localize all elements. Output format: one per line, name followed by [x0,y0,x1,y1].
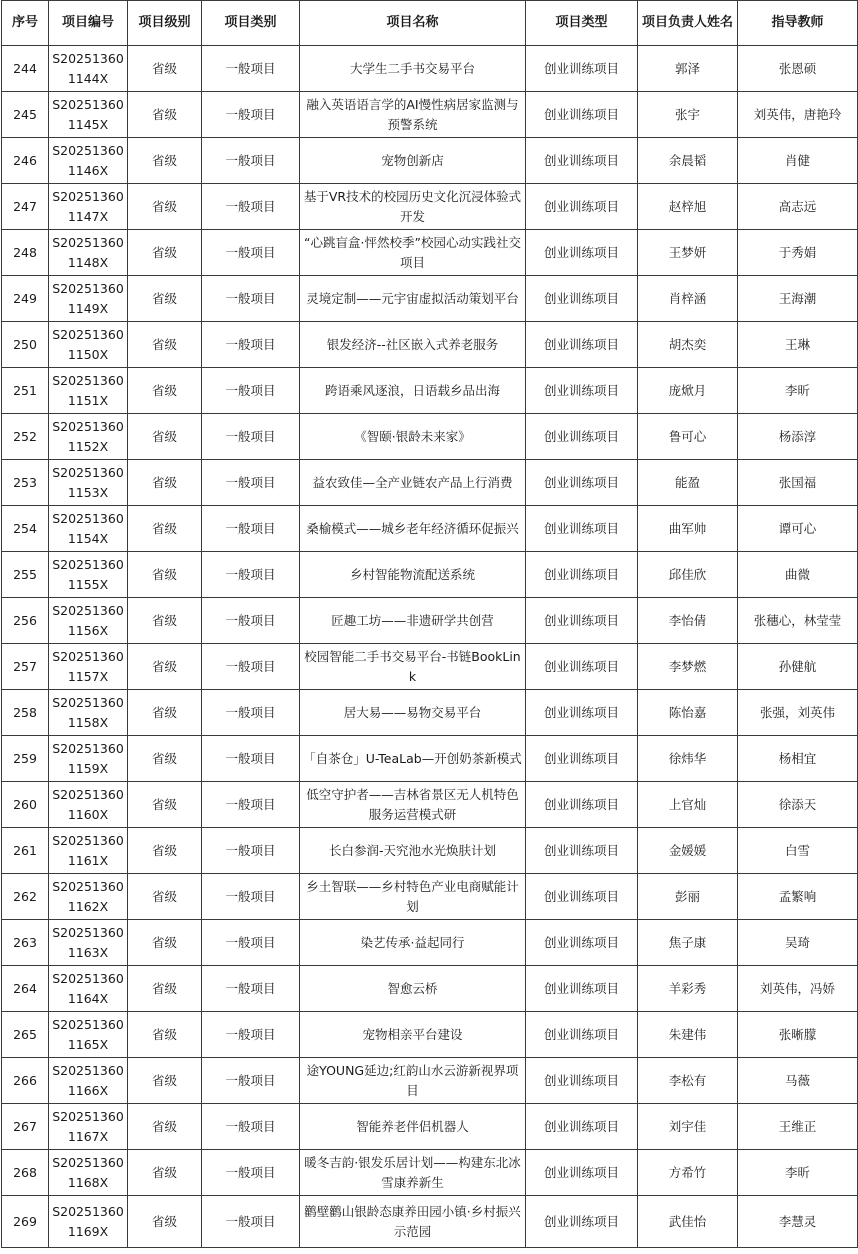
cell-seq: 259 [2,736,49,782]
table-row [2,46,858,92]
cell-project-name: 大学生二手书交易平台 [300,46,526,92]
cell-seq: 246 [2,138,49,184]
table-row [2,368,858,414]
cell-project-name: 融入英语语言学的AI慢性病居家监测与预警系统 [300,92,526,138]
cell-type: 创业训练项目 [526,1012,638,1058]
cell-type: 创业训练项目 [526,690,638,736]
cell-level: 省级 [128,782,202,828]
cell-category: 一般项目 [202,506,300,552]
col-header-advisor: 指导教师 [738,1,858,46]
cell-project-name: 智能养老伴侣机器人 [300,1104,526,1150]
table-row [2,552,858,598]
cell-project-name: 染艺传承·益起同行 [300,920,526,966]
cell-project-id: S202513601169X [49,1196,128,1248]
cell-leader: 羊彩秀 [638,966,738,1012]
table-row [2,966,858,1012]
cell-category: 一般项目 [202,598,300,644]
cell-project-id: S202513601144X [49,46,128,92]
cell-advisor: 孙健航 [738,644,858,690]
cell-type: 创业训练项目 [526,230,638,276]
cell-type: 创业训练项目 [526,920,638,966]
cell-type: 创业训练项目 [526,644,638,690]
col-header-type: 项目类型 [526,1,638,46]
cell-level: 省级 [128,414,202,460]
cell-leader: 胡杰奕 [638,322,738,368]
cell-advisor: 张恩硕 [738,46,858,92]
cell-level: 省级 [128,644,202,690]
cell-leader: 李怡倩 [638,598,738,644]
cell-category: 一般项目 [202,1196,300,1248]
cell-level: 省级 [128,46,202,92]
cell-project-name: 智愈云桥 [300,966,526,1012]
cell-leader: 王梦妍 [638,230,738,276]
col-header-level: 项目级别 [128,1,202,46]
cell-project-id: S202513601162X [49,874,128,920]
cell-type: 创业训练项目 [526,184,638,230]
cell-type: 创业训练项目 [526,1104,638,1150]
cell-type: 创业训练项目 [526,506,638,552]
cell-level: 省级 [128,276,202,322]
cell-leader: 武佳怡 [638,1196,738,1248]
cell-project-id: S202513601168X [49,1150,128,1196]
cell-leader: 方希竹 [638,1150,738,1196]
cell-type: 创业训练项目 [526,414,638,460]
cell-project-id: S202513601150X [49,322,128,368]
cell-category: 一般项目 [202,828,300,874]
cell-category: 一般项目 [202,552,300,598]
cell-project-id: S202513601165X [49,1012,128,1058]
table-row [2,184,858,230]
cell-project-name: 居大易——易物交易平台 [300,690,526,736]
cell-type: 创业训练项目 [526,1196,638,1248]
cell-level: 省级 [128,1150,202,1196]
table-row [2,460,858,506]
cell-project-id: S202513601148X [49,230,128,276]
table-row [2,138,858,184]
cell-seq: 267 [2,1104,49,1150]
cell-advisor: 马薇 [738,1058,858,1104]
cell-level: 省级 [128,966,202,1012]
cell-seq: 253 [2,460,49,506]
cell-seq: 269 [2,1196,49,1248]
cell-advisor: 王维正 [738,1104,858,1150]
cell-seq: 244 [2,46,49,92]
cell-project-name: 益农致佳—全产业链农产品上行消费 [300,460,526,506]
cell-type: 创业训练项目 [526,1150,638,1196]
cell-advisor: 肖健 [738,138,858,184]
cell-leader: 邱佳欣 [638,552,738,598]
cell-seq: 252 [2,414,49,460]
cell-project-name: 宠物相亲平台建设 [300,1012,526,1058]
cell-project-name: 基于VR技术的校园历史文化沉浸体验式开发 [300,184,526,230]
cell-category: 一般项目 [202,1104,300,1150]
cell-seq: 255 [2,552,49,598]
cell-level: 省级 [128,736,202,782]
table-row [2,874,858,920]
cell-advisor: 高志远 [738,184,858,230]
cell-seq: 251 [2,368,49,414]
cell-project-name: 暖冬吉韵·银发乐居计划——构建东北冰雪康养新生 [300,1150,526,1196]
cell-level: 省级 [128,92,202,138]
cell-leader: 余晨韬 [638,138,738,184]
cell-leader: 张宇 [638,92,738,138]
cell-type: 创业训练项目 [526,460,638,506]
table-row [2,92,858,138]
cell-advisor: 李慧灵 [738,1196,858,1248]
table-row [2,598,858,644]
table-row [2,1012,858,1058]
cell-level: 省级 [128,184,202,230]
cell-project-name: 跨语乘风逐浪，日语载乡品出海 [300,368,526,414]
cell-project-name: 校园智能二手书交易平台-书链BookLink [300,644,526,690]
cell-level: 省级 [128,598,202,644]
cell-seq: 247 [2,184,49,230]
cell-advisor: 徐添天 [738,782,858,828]
cell-level: 省级 [128,552,202,598]
cell-seq: 268 [2,1150,49,1196]
table-row [2,322,858,368]
cell-project-id: S202513601160X [49,782,128,828]
cell-category: 一般项目 [202,138,300,184]
cell-level: 省级 [128,322,202,368]
cell-level: 省级 [128,828,202,874]
cell-project-name: 低空守护者——吉林省景区无人机特色服务运营模式研 [300,782,526,828]
cell-seq: 245 [2,92,49,138]
cell-project-name: 乡村智能物流配送系统 [300,552,526,598]
cell-leader: 鲁可心 [638,414,738,460]
cell-advisor: 杨添淳 [738,414,858,460]
cell-leader: 能盈 [638,460,738,506]
cell-seq: 258 [2,690,49,736]
cell-project-id: S202513601154X [49,506,128,552]
cell-type: 创业训练项目 [526,874,638,920]
table-row [2,828,858,874]
cell-category: 一般项目 [202,368,300,414]
cell-type: 创业训练项目 [526,1058,638,1104]
cell-advisor: 张穗心，林莹莹 [738,598,858,644]
cell-level: 省级 [128,920,202,966]
cell-project-id: S202513601153X [49,460,128,506]
cell-level: 省级 [128,1196,202,1248]
table-row [2,1150,858,1196]
cell-level: 省级 [128,460,202,506]
header-row [2,1,858,46]
cell-advisor: 张强，刘英伟 [738,690,858,736]
cell-advisor: 谭可心 [738,506,858,552]
cell-level: 省级 [128,138,202,184]
cell-category: 一般项目 [202,460,300,506]
cell-project-name: 宠物创新店 [300,138,526,184]
table-row [2,414,858,460]
cell-project-id: S202513601152X [49,414,128,460]
cell-project-id: S202513601155X [49,552,128,598]
cell-type: 创业训练项目 [526,966,638,1012]
cell-category: 一般项目 [202,1012,300,1058]
table-row [2,506,858,552]
cell-leader: 陈怡嘉 [638,690,738,736]
cell-level: 省级 [128,874,202,920]
cell-advisor: 李昕 [738,368,858,414]
cell-leader: 曲军帅 [638,506,738,552]
cell-category: 一般项目 [202,1058,300,1104]
cell-advisor: 于秀娟 [738,230,858,276]
cell-seq: 265 [2,1012,49,1058]
cell-project-name: 乡土智联——乡村特色产业电商赋能计划 [300,874,526,920]
cell-category: 一般项目 [202,276,300,322]
cell-seq: 249 [2,276,49,322]
cell-category: 一般项目 [202,736,300,782]
cell-project-name: 鹳壁鹳山银龄态康养田园小镇·乡村振兴示范园 [300,1196,526,1248]
col-header-seq: 序号 [2,1,49,46]
cell-project-name: 长白参润-天究池水光焕肤计划 [300,828,526,874]
col-header-leader: 项目负责人姓名 [638,1,738,46]
cell-seq: 262 [2,874,49,920]
cell-category: 一般项目 [202,1150,300,1196]
cell-level: 省级 [128,368,202,414]
cell-type: 创业训练项目 [526,322,638,368]
cell-advisor: 李昕 [738,1150,858,1196]
cell-level: 省级 [128,1058,202,1104]
cell-project-name: 途YOUNG延边;红韵山水云游新视界项目 [300,1058,526,1104]
cell-project-id: S202513601156X [49,598,128,644]
cell-category: 一般项目 [202,92,300,138]
cell-advisor: 刘英伟，冯娇 [738,966,858,1012]
cell-project-id: S202513601157X [49,644,128,690]
cell-project-id: S202513601158X [49,690,128,736]
cell-project-name: 灵境定制——元宇宙虚拟活动策划平台 [300,276,526,322]
cell-leader: 刘宇佳 [638,1104,738,1150]
cell-type: 创业训练项目 [526,782,638,828]
cell-seq: 254 [2,506,49,552]
cell-advisor: 王琳 [738,322,858,368]
cell-advisor: 王海潮 [738,276,858,322]
col-header-id: 项目编号 [49,1,128,46]
cell-type: 创业训练项目 [526,368,638,414]
cell-category: 一般项目 [202,920,300,966]
cell-project-name: 桑榆模式——城乡老年经济循环促振兴 [300,506,526,552]
cell-seq: 256 [2,598,49,644]
cell-leader: 庞焮月 [638,368,738,414]
cell-advisor: 孟繁响 [738,874,858,920]
cell-project-id: S202513601161X [49,828,128,874]
col-header-category: 项目类别 [202,1,300,46]
cell-leader: 金媛媛 [638,828,738,874]
cell-level: 省级 [128,506,202,552]
cell-leader: 郭泽 [638,46,738,92]
table-row [2,1058,858,1104]
cell-advisor: 曲微 [738,552,858,598]
project-table [1,0,858,1248]
cell-project-name: 「自茶仓」U-TeaLab—开创奶茶新模式 [300,736,526,782]
cell-seq: 248 [2,230,49,276]
cell-type: 创业训练项目 [526,46,638,92]
cell-project-id: S202513601151X [49,368,128,414]
cell-seq: 250 [2,322,49,368]
cell-advisor: 吴琦 [738,920,858,966]
cell-type: 创业训练项目 [526,736,638,782]
cell-project-id: S202513601147X [49,184,128,230]
table-row [2,1196,858,1248]
cell-level: 省级 [128,1012,202,1058]
cell-leader: 赵梓旭 [638,184,738,230]
cell-seq: 257 [2,644,49,690]
table-row [2,690,858,736]
cell-leader: 肖梓涵 [638,276,738,322]
cell-seq: 264 [2,966,49,1012]
cell-project-id: S202513601164X [49,966,128,1012]
cell-type: 创业训练项目 [526,598,638,644]
cell-project-id: S202513601166X [49,1058,128,1104]
cell-project-id: S202513601149X [49,276,128,322]
col-header-name: 项目名称 [300,1,526,46]
table-row [2,1104,858,1150]
cell-project-name: “心跳盲盒·怦然校季”校园心动实践社交项目 [300,230,526,276]
cell-project-name: 《智颐·银龄未来家》 [300,414,526,460]
cell-project-id: S202513601145X [49,92,128,138]
cell-type: 创业训练项目 [526,828,638,874]
cell-leader: 李梦燃 [638,644,738,690]
cell-type: 创业训练项目 [526,276,638,322]
cell-project-id: S202513601146X [49,138,128,184]
cell-leader: 焦子康 [638,920,738,966]
cell-type: 创业训练项目 [526,92,638,138]
cell-leader: 李松有 [638,1058,738,1104]
cell-level: 省级 [128,230,202,276]
cell-advisor: 白雪 [738,828,858,874]
cell-category: 一般项目 [202,782,300,828]
cell-seq: 261 [2,828,49,874]
cell-category: 一般项目 [202,690,300,736]
cell-leader: 朱建伟 [638,1012,738,1058]
cell-category: 一般项目 [202,644,300,690]
cell-leader: 彭丽 [638,874,738,920]
table-row [2,736,858,782]
cell-project-name: 匠趣工坊——非遗研学共创营 [300,598,526,644]
cell-category: 一般项目 [202,874,300,920]
cell-category: 一般项目 [202,230,300,276]
cell-level: 省级 [128,690,202,736]
cell-category: 一般项目 [202,322,300,368]
cell-leader: 上官灿 [638,782,738,828]
cell-project-id: S202513601167X [49,1104,128,1150]
table-row [2,644,858,690]
cell-category: 一般项目 [202,184,300,230]
cell-category: 一般项目 [202,966,300,1012]
cell-advisor: 杨相宜 [738,736,858,782]
table-row [2,782,858,828]
cell-type: 创业训练项目 [526,552,638,598]
cell-advisor: 张晰朦 [738,1012,858,1058]
cell-category: 一般项目 [202,46,300,92]
cell-project-name: 银发经济--社区嵌入式养老服务 [300,322,526,368]
cell-category: 一般项目 [202,414,300,460]
cell-leader: 徐炜华 [638,736,738,782]
cell-project-id: S202513601163X [49,920,128,966]
table-row [2,276,858,322]
cell-advisor: 张国福 [738,460,858,506]
cell-project-id: S202513601159X [49,736,128,782]
table-row [2,920,858,966]
cell-seq: 260 [2,782,49,828]
table-row [2,230,858,276]
cell-level: 省级 [128,1104,202,1150]
table-body [2,46,858,1248]
cell-advisor: 刘英伟，唐艳玲 [738,92,858,138]
cell-seq: 263 [2,920,49,966]
cell-type: 创业训练项目 [526,138,638,184]
cell-seq: 266 [2,1058,49,1104]
